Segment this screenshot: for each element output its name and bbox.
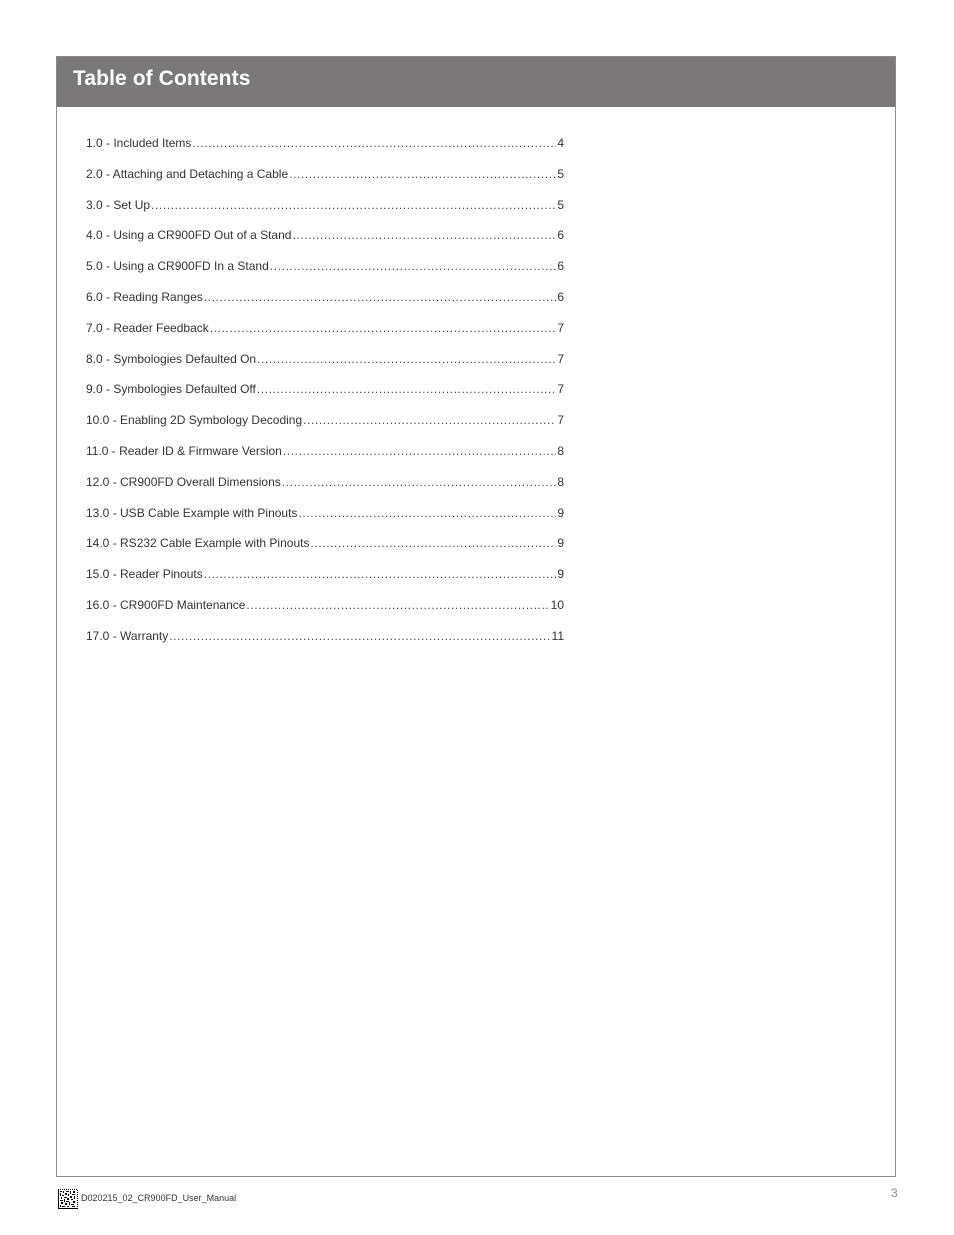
toc-entry[interactable] (86, 443, 564, 474)
toc-entry-title: 10.0 - Enabling 2D Symbology Decoding (86, 413, 303, 428)
section-header-bar (57, 57, 895, 107)
toc-entry-page: 9 (557, 536, 564, 551)
toc-entry[interactable] (86, 227, 564, 258)
toc-entry-page: 6 (557, 259, 564, 274)
toc-leader (283, 443, 556, 455)
toc-leader (210, 320, 557, 332)
toc-entry-title: 3.0 - Set Up (86, 197, 151, 212)
toc-entry-title: 5.0 - Using a CR900FD In a Stand (86, 259, 269, 274)
page-number: 3 (891, 1186, 898, 1200)
toc-entry-title: 8.0 - Symbologies Defaulted On (86, 351, 257, 366)
toc-entry-page: 8 (557, 474, 564, 489)
toc-entry[interactable] (86, 535, 564, 566)
toc-entry[interactable] (86, 289, 564, 320)
toc-leader (303, 412, 556, 424)
toc-entry-page: 8 (557, 443, 564, 458)
toc-entry-page: 7 (557, 382, 564, 397)
toc-leader (204, 289, 557, 301)
toc-entry-title: 1.0 - Included Items (86, 136, 192, 150)
toc-entry-page: 10 (550, 597, 564, 612)
toc-entry-title: 14.0 - RS232 Cable Example with Pinouts (86, 536, 310, 551)
toc-leader (204, 566, 557, 578)
toc-entry-page: 7 (557, 351, 564, 366)
toc-entry[interactable] (86, 566, 564, 597)
toc-entry[interactable] (86, 628, 564, 659)
toc-entry-title: 13.0 - USB Cable Example with Pinouts (86, 505, 298, 520)
toc-leader (246, 597, 549, 609)
document-id: D020215_02_CR900FD_User_Manual (81, 1193, 237, 1203)
toc-leader (282, 474, 557, 486)
toc-entry-page: 7 (557, 320, 564, 335)
toc-entry[interactable] (86, 505, 564, 536)
toc-leader (292, 227, 556, 239)
toc-leader (310, 535, 556, 547)
toc-entry-page: 5 (557, 166, 564, 181)
toc-leader (289, 166, 556, 178)
page-title: Table of Contents (73, 67, 251, 90)
toc-entry-page: 7 (557, 413, 564, 428)
toc-entry[interactable] (86, 381, 564, 412)
toc-entry[interactable] (86, 258, 564, 289)
toc-leader (298, 505, 556, 517)
toc-entry-title: 12.0 - CR900FD Overall Dimensions (86, 474, 281, 489)
toc-leader (257, 381, 556, 393)
toc-entry-page: 6 (557, 228, 564, 243)
toc-entry-title: 7.0 - Reader Feedback (86, 320, 209, 335)
toc-entry[interactable] (86, 412, 564, 443)
toc-entry[interactable] (86, 597, 564, 628)
toc-entry-title: 6.0 - Reading Ranges (86, 289, 203, 304)
toc-entry-page: 11 (551, 628, 564, 643)
toc-leader (151, 197, 556, 209)
toc-entry[interactable] (86, 351, 564, 382)
toc-entry-title: 9.0 - Symbologies Defaulted Off (86, 382, 256, 397)
toc-entry[interactable] (86, 197, 564, 228)
toc-entry[interactable] (86, 474, 564, 505)
toc-entry-title: 4.0 - Using a CR900FD Out of a Stand (86, 228, 292, 243)
toc-entry-title: 16.0 - CR900FD Maintenance (86, 597, 246, 612)
toc-entry-title: 15.0 - Reader Pinouts (86, 567, 203, 582)
toc-entry-title: 11.0 - Reader ID & Firmware Version (86, 443, 282, 458)
toc-entry-title: 2.0 - Attaching and Detaching a Cable (86, 166, 289, 181)
toc-entry-page: 4 (557, 136, 564, 150)
table-of-contents (86, 135, 564, 659)
toc-entry[interactable] (86, 135, 564, 166)
toc-entry-page: 9 (557, 567, 564, 582)
toc-entry[interactable] (86, 320, 564, 351)
page-frame (56, 56, 896, 1177)
toc-leader (169, 628, 550, 640)
toc-leader (257, 351, 556, 363)
toc-leader (270, 258, 557, 270)
toc-entry-page: 5 (557, 197, 564, 212)
toc-entry-title: 17.0 - Warranty (86, 628, 169, 643)
toc-entry-page: 6 (557, 289, 564, 304)
toc-entry-page: 9 (557, 505, 564, 520)
toc-entry[interactable] (86, 166, 564, 197)
datamatrix-barcode-icon (58, 1189, 78, 1209)
toc-leader (192, 135, 556, 147)
